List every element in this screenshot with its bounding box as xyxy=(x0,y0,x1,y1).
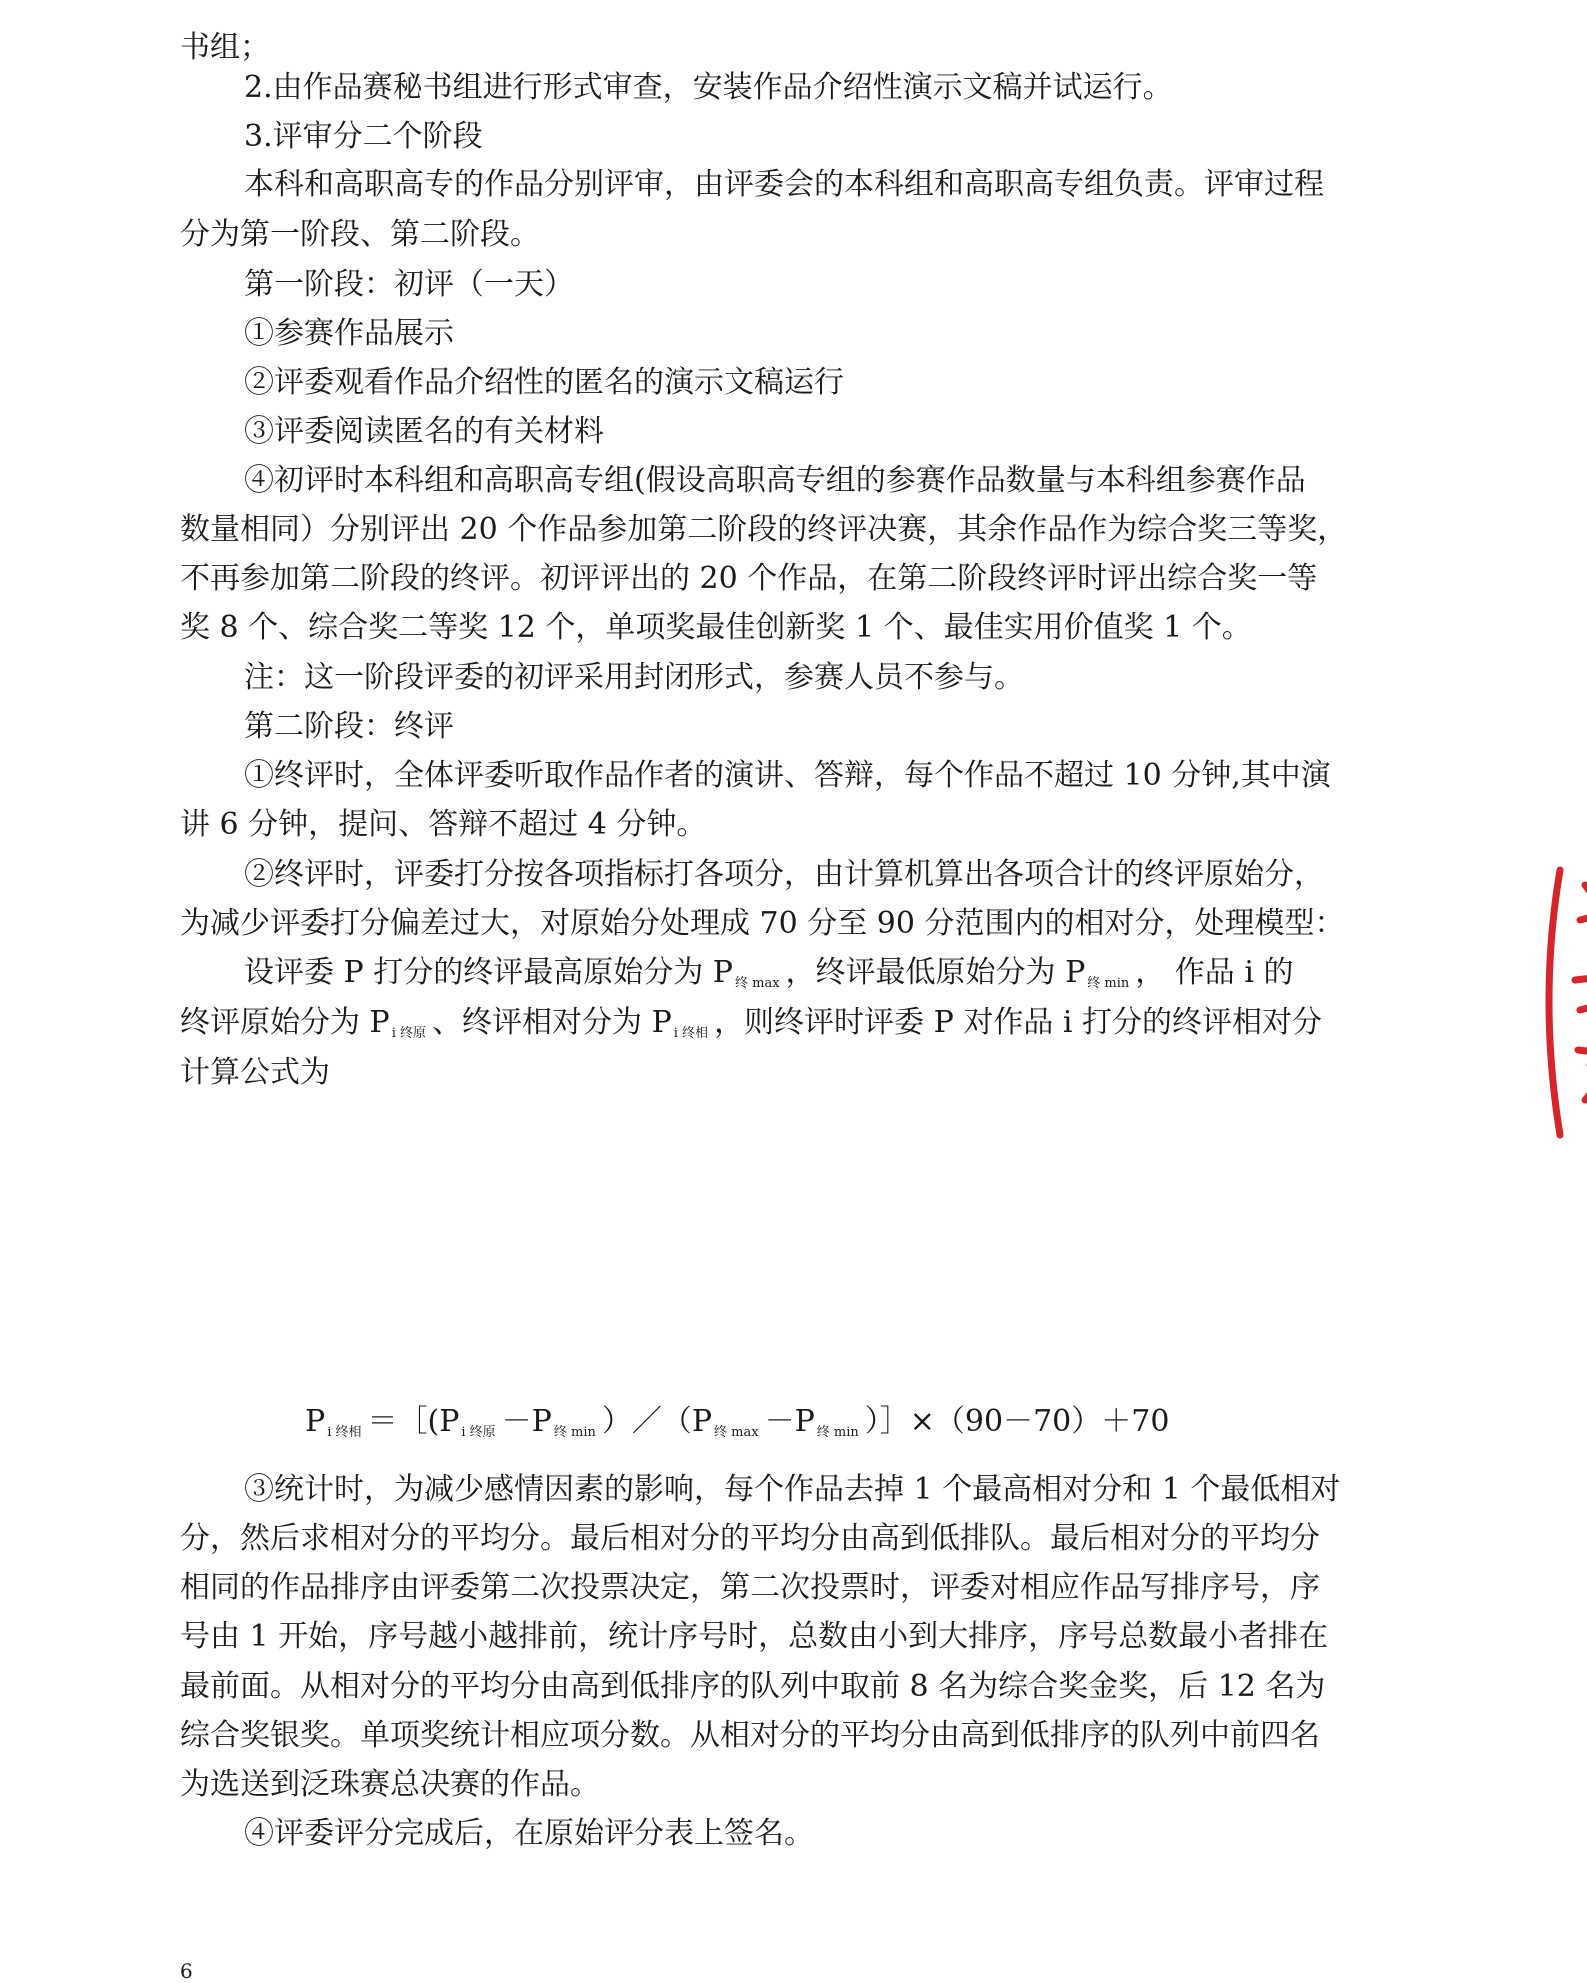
text-line: 讲 6 分钟，提问、答辩不超过 4 分钟。 xyxy=(180,807,707,842)
text-line: 为减少评委打分偏差过大，对原始分处理成 70 分至 90 分范围内的相对分，处理模型： xyxy=(180,906,1345,941)
relative-score-formula: P $_{i 终相}$ ＝［(P $_{i 终原}$ －P $_{终 min}$ ）／（P $_{终 max}$ －P $_{终 min}$ ）］×（90－70）＋70 xyxy=(305,1404,1170,1440)
text-line: 本科和高职高专的作品分别评审，由评委会的本科组和高职高专组负责。评审过程 xyxy=(244,167,1324,202)
text-line: 第二阶段：终评 xyxy=(244,709,454,744)
model-definition-line-2: 终评原始分为 P $_{i 终原}$ 、终评相对分为 P $_{i 终相}$ ，则终评时评委 P 对作品 i 打分的终评相对分 xyxy=(180,1005,1322,1041)
text-line: 为选送到泛珠赛总决赛的作品。 xyxy=(180,1767,600,1802)
text-line: 书组； xyxy=(180,30,270,65)
text-line: 最前面。从相对分的平均分由高到低排序的队列中取前 8 名为综合奖金奖，后 12 名为 xyxy=(180,1669,1326,1704)
model-definition-line-1: 设评委 P 打分的终评最高原始分为 P $_{终 max}$ ，终评最低原始分为 P $_{终 min}$ ， 作品 i 的 xyxy=(244,955,1294,991)
text-line: 3.评审分二个阶段 xyxy=(244,119,483,154)
text-line: 注：这一阶段评委的初评采用封闭形式，参赛人员不参与。 xyxy=(244,660,1024,695)
page-number: 6 xyxy=(180,1959,193,1983)
text-line: ④初评时本科组和高职高专组(假设高职高专组的参赛作品数量与本科组参赛作品 xyxy=(244,463,1306,498)
text-line: 号由 1 开始，序号越小越排前，统计序号时，总数由小到大排序，序号总数最小者排在 xyxy=(180,1619,1329,1654)
text-line: ③评委阅读匿名的有关材料 xyxy=(244,414,604,449)
red-seal-stamp xyxy=(1530,850,1587,1150)
text-line: ②评委观看作品介绍性的匿名的演示文稿运行 xyxy=(244,365,844,400)
text-line: 不再参加第二阶段的终评。初评评出的 20 个作品，在第二阶段终评时评出综合奖一等 xyxy=(180,561,1318,596)
text-line: ①参赛作品展示 xyxy=(244,316,454,351)
text-line: 分，然后求相对分的平均分。最后相对分的平均分由高到低排队。最后相对分的平均分 xyxy=(180,1521,1320,1556)
text-line: ②终评时，评委打分按各项指标打各项分，由计算机算出各项合计的终评原始分， xyxy=(244,857,1324,892)
text-line: 综合奖银奖。单项奖统计相应项分数。从相对分的平均分由高到低排序的队列中前四名 xyxy=(180,1718,1320,1753)
text-line: 第一阶段：初评（一天） xyxy=(244,267,574,302)
text-line: ④评委评分完成后，在原始评分表上签名。 xyxy=(244,1816,814,1851)
text-line: ①终评时，全体评委听取作品作者的演讲、答辩，每个作品不超过 10 分钟,其中演 xyxy=(244,758,1331,793)
text-line: 分为第一阶段、第二阶段。 xyxy=(180,217,540,252)
text-line: 2.由作品赛秘书组进行形式审查，安装作品介绍性演示文稿并试运行。 xyxy=(244,70,1173,105)
text-line: 相同的作品排序由评委第二次投票决定，第二次投票时，评委对相应作品写排序号，序 xyxy=(180,1570,1320,1605)
text-line: 数量相同）分别评出 20 个作品参加第二阶段的终评决赛，其余作品作为综合奖三等奖， xyxy=(180,512,1348,547)
text-line: ③统计时，为减少感情因素的影响，每个作品去掉 1 个最高相对分和 1 个最低相对 xyxy=(244,1472,1341,1507)
text-line: 奖 8 个、综合奖二等奖 12 个，单项奖最佳创新奖 1 个、最佳实用价值奖 1 个。 xyxy=(180,610,1252,645)
text-line: 计算公式为 xyxy=(180,1055,330,1090)
